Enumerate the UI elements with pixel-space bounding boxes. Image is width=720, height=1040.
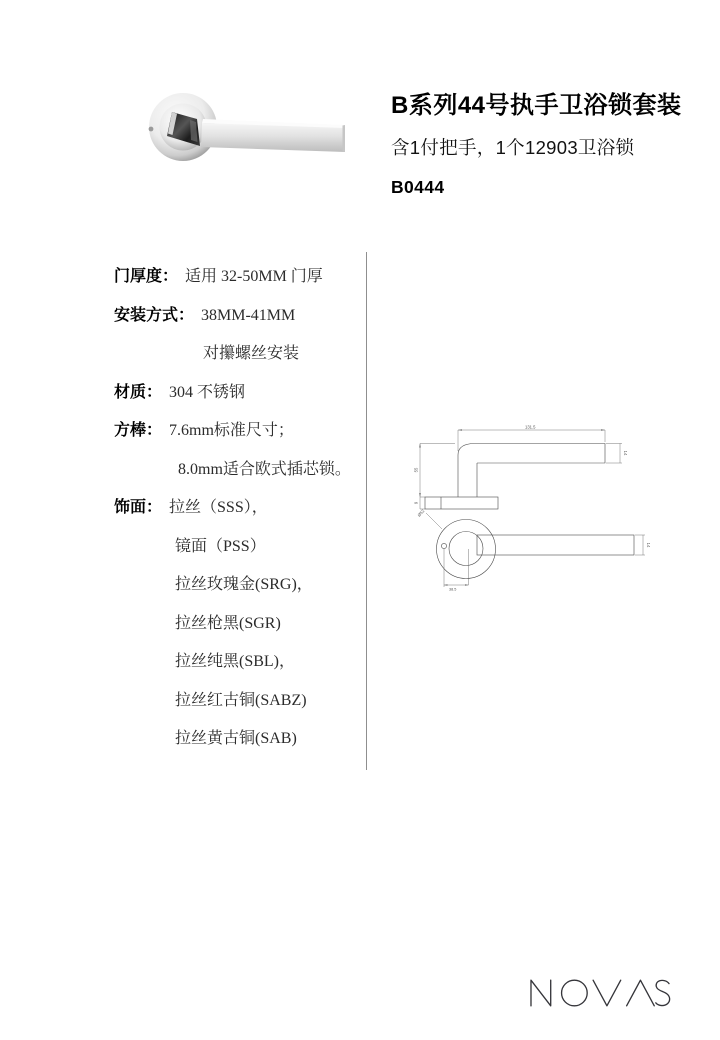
spec-row-finish-sbl — [114, 643, 364, 682]
spec-value: 镜面（PSS） — [175, 537, 266, 555]
spec-label: 门厚度： — [114, 268, 179, 285]
spec-row-finish-sabz — [114, 682, 364, 721]
spec-value: 拉丝纯黑(SBL)， — [175, 653, 296, 670]
dim-lever-section-front: 14 — [646, 542, 651, 548]
spec-value: 拉丝枪黑(SGR) — [175, 614, 281, 632]
lever-bar — [201, 119, 345, 152]
spec-row-door-thickness — [114, 258, 364, 297]
spec-row-finish-srg — [114, 566, 364, 605]
dim-lever-length: 131.5 — [525, 424, 536, 430]
spec-value: 对攥螺丝安装 — [203, 345, 300, 362]
spec-value: 38MM-41MM — [201, 306, 296, 324]
product-subtitle: 含1付把手，1个12903卫浴锁 — [391, 136, 635, 158]
dim-lever-section-side: 14 — [623, 450, 628, 456]
spec-row-finish — [114, 489, 364, 528]
novas-logo — [530, 979, 672, 1007]
front-view-lever — [477, 535, 634, 555]
logo-letter-n — [531, 980, 551, 1006]
spec-row-spindle-2 — [114, 451, 364, 490]
vertical-divider — [366, 252, 367, 770]
logo-letter-a — [627, 980, 655, 1006]
spec-value: 拉丝（SSS）， — [169, 499, 268, 516]
spec-list — [114, 258, 364, 759]
spec-row-installation-2 — [114, 335, 364, 374]
side-view-lever — [458, 444, 605, 464]
spec-value: 7.6mm标准尺寸； — [169, 422, 294, 439]
dim-overall-height: 55 — [413, 467, 419, 473]
spec-label: 方棒： — [114, 422, 163, 439]
spec-value: 304 不锈钢 — [169, 383, 246, 401]
spec-value: 拉丝玫瑰金(SRG)， — [175, 576, 313, 593]
spec-row-finish-sab — [114, 720, 364, 759]
spec-value: 适用 32-50MM 门厚 — [185, 268, 323, 285]
spec-value: 8.0mm适合欧式插芯锁。 — [178, 460, 351, 478]
technical-drawing — [405, 415, 655, 600]
logo-letter-o — [562, 980, 588, 1006]
header — [391, 92, 701, 198]
spec-label: 材质： — [114, 383, 163, 401]
logo-letter-s — [656, 980, 670, 1005]
product-model-code: B0444 — [391, 176, 445, 197]
screw-detail — [149, 127, 154, 132]
spec-row-finish-pss — [114, 528, 364, 567]
spec-row-installation — [114, 297, 364, 336]
dim-hole-offset: 38.5 — [449, 587, 457, 592]
spec-label: 饰面： — [114, 499, 163, 516]
spec-label: 安装方式： — [114, 306, 195, 324]
spec-row-material — [114, 374, 364, 413]
spec-value: 拉丝黄古铜(SAB) — [175, 730, 297, 747]
product-photo — [146, 86, 358, 196]
logo-letter-v — [593, 980, 621, 1006]
dim-rose-thickness: 9 — [413, 501, 419, 505]
spec-row-finish-sgr — [114, 605, 364, 644]
side-view-rose — [425, 497, 498, 509]
front-view-screw-hole — [441, 543, 446, 548]
spec-value: 拉丝红古铜(SABZ) — [175, 691, 307, 709]
spec-row-spindle — [114, 412, 364, 451]
front-view-rose-outer — [437, 520, 496, 579]
page-title: B系列44号执手卫浴锁套装 — [391, 92, 682, 119]
dim-rose-diameter: Ø52 — [416, 508, 426, 518]
front-view-rose-inner — [449, 532, 483, 566]
